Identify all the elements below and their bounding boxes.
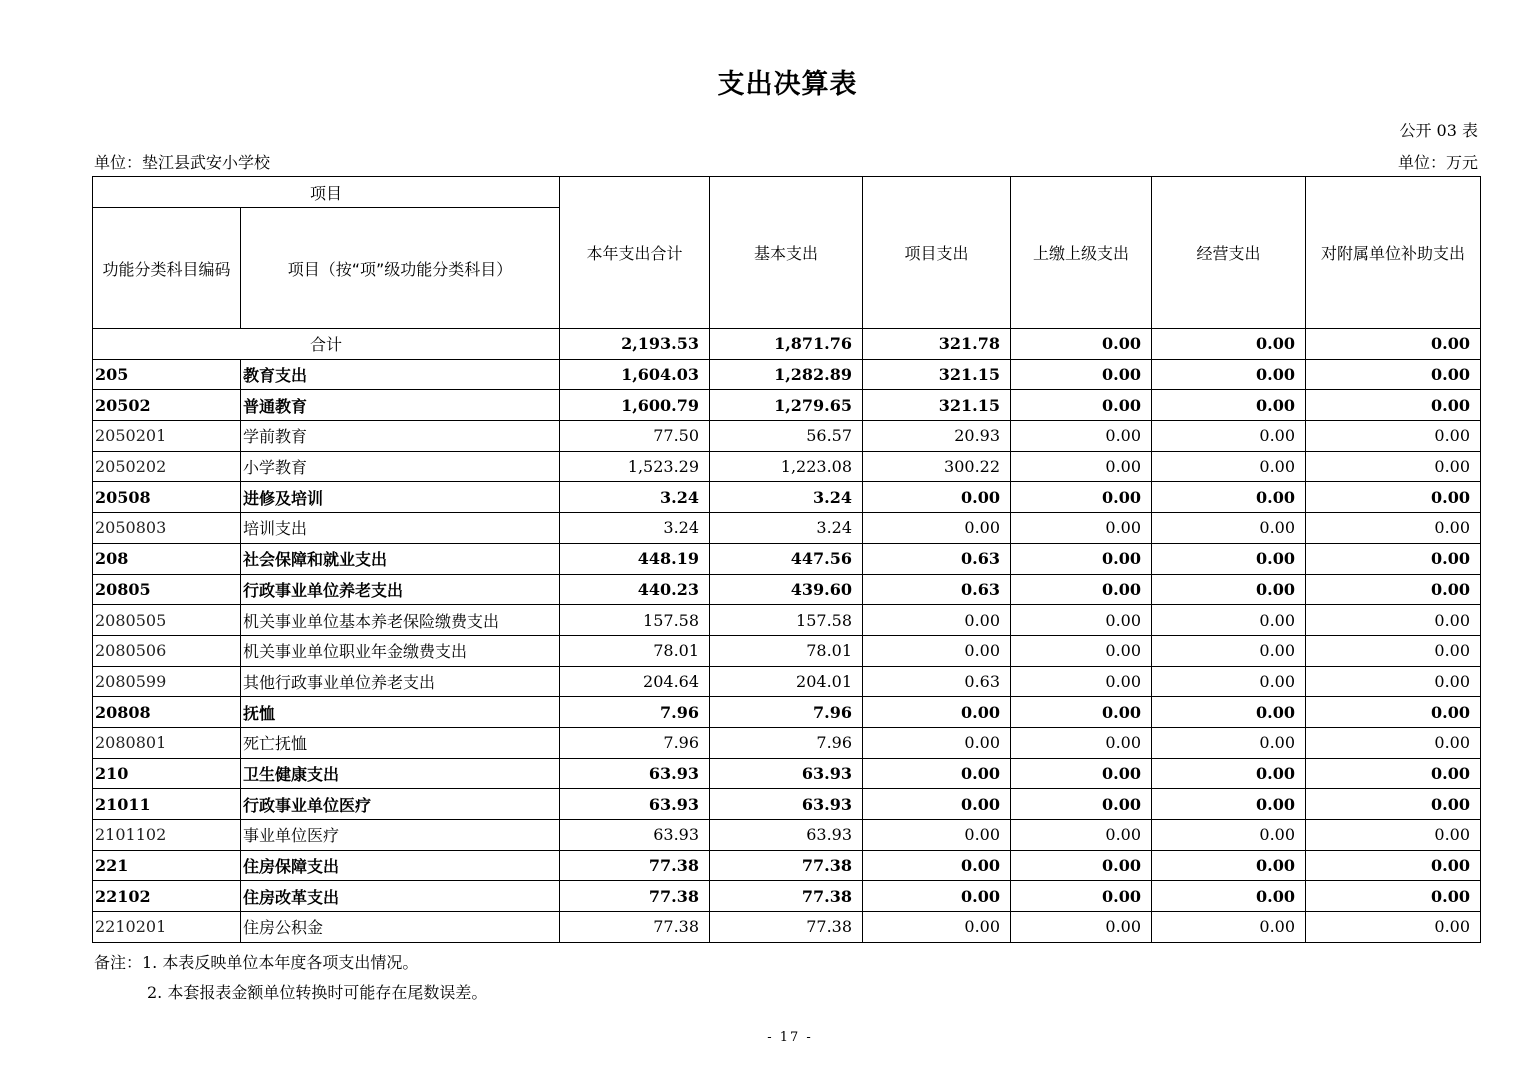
row-name: 机关事业单位基本养老保险缴费支出	[241, 605, 560, 636]
row-upper: 0.00	[1011, 390, 1152, 421]
row-upper: 0.00	[1011, 881, 1152, 912]
row-business: 0.00	[1152, 421, 1306, 452]
total-upper: 0.00	[1011, 329, 1152, 360]
row-business: 0.00	[1152, 666, 1306, 697]
row-business: 0.00	[1152, 390, 1306, 421]
row-project: 0.63	[863, 543, 1011, 574]
row-upper: 0.00	[1011, 543, 1152, 574]
row-subsidy: 0.00	[1306, 421, 1481, 452]
row-name: 住房公积金	[241, 912, 560, 943]
row-basic: 157.58	[710, 605, 863, 636]
row-business: 0.00	[1152, 912, 1306, 943]
table-row	[93, 513, 1481, 544]
row-code: 2080506	[93, 635, 241, 666]
row-name: 行政事业单位养老支出	[241, 574, 560, 605]
row-code: 2210201	[93, 912, 241, 943]
row-code: 20805	[93, 574, 241, 605]
row-upper: 0.00	[1011, 635, 1152, 666]
row-business: 0.00	[1152, 482, 1306, 513]
table-row	[93, 850, 1481, 881]
row-upper: 0.00	[1011, 666, 1152, 697]
row-code: 20502	[93, 390, 241, 421]
row-subsidy: 0.00	[1306, 390, 1481, 421]
row-subsidy: 0.00	[1306, 881, 1481, 912]
header-project: 项目支出	[863, 177, 1011, 329]
row-basic: 1,223.08	[710, 451, 863, 482]
row-name: 住房改革支出	[241, 881, 560, 912]
row-basic: 63.93	[710, 758, 863, 789]
row-project: 0.00	[863, 912, 1011, 943]
row-basic: 77.38	[710, 912, 863, 943]
page-title: 支出决算表	[717, 69, 858, 100]
row-project: 0.00	[863, 605, 1011, 636]
row-code: 210	[93, 758, 241, 789]
row-name: 教育支出	[241, 359, 560, 390]
row-business: 0.00	[1152, 574, 1306, 605]
row-basic: 7.96	[710, 697, 863, 728]
row-basic: 77.38	[710, 881, 863, 912]
table-row	[93, 881, 1481, 912]
row-subsidy: 0.00	[1306, 451, 1481, 482]
table-row	[93, 605, 1481, 636]
row-upper: 0.00	[1011, 421, 1152, 452]
row-project: 321.15	[863, 359, 1011, 390]
row-code: 2080801	[93, 727, 241, 758]
row-project: 20.93	[863, 421, 1011, 452]
row-name: 普通教育	[241, 390, 560, 421]
row-name: 行政事业单位医疗	[241, 789, 560, 820]
row-upper: 0.00	[1011, 789, 1152, 820]
row-project: 0.00	[863, 513, 1011, 544]
row-project: 321.15	[863, 390, 1011, 421]
table-row	[93, 359, 1481, 390]
row-project: 0.00	[863, 881, 1011, 912]
total-subsidy: 0.00	[1306, 329, 1481, 360]
row-project: 0.00	[863, 727, 1011, 758]
row-subsidy: 0.00	[1306, 574, 1481, 605]
row-basic: 7.96	[710, 727, 863, 758]
header-total: 本年支出合计	[560, 177, 710, 329]
row-total: 1,523.29	[560, 451, 710, 482]
total-project: 321.78	[863, 329, 1011, 360]
row-project: 0.63	[863, 666, 1011, 697]
total-row	[93, 329, 1481, 360]
row-total: 204.64	[560, 666, 710, 697]
table-row	[93, 912, 1481, 943]
row-code: 21011	[93, 789, 241, 820]
row-upper: 0.00	[1011, 513, 1152, 544]
table-row	[93, 727, 1481, 758]
row-business: 0.00	[1152, 697, 1306, 728]
row-basic: 78.01	[710, 635, 863, 666]
header-name: 项目（按“项”级功能分类科目）	[241, 208, 560, 329]
row-business: 0.00	[1152, 820, 1306, 851]
row-subsidy: 0.00	[1306, 912, 1481, 943]
header-business: 经营支出	[1152, 177, 1306, 329]
row-upper: 0.00	[1011, 359, 1152, 390]
row-total: 3.24	[560, 513, 710, 544]
row-subsidy: 0.00	[1306, 359, 1481, 390]
row-business: 0.00	[1152, 850, 1306, 881]
row-business: 0.00	[1152, 451, 1306, 482]
row-basic: 3.24	[710, 482, 863, 513]
row-upper: 0.00	[1011, 451, 1152, 482]
row-basic: 63.93	[710, 789, 863, 820]
table-row	[93, 635, 1481, 666]
row-name: 进修及培训	[241, 482, 560, 513]
row-name: 学前教育	[241, 421, 560, 452]
header-upper: 上缴上级支出	[1011, 177, 1152, 329]
note-line-1: 备注：1. 本表反映单位本年度各项支出情况。	[94, 953, 419, 972]
row-total: 3.24	[560, 482, 710, 513]
row-upper: 0.00	[1011, 727, 1152, 758]
table-row	[93, 820, 1481, 851]
row-name: 死亡抚恤	[241, 727, 560, 758]
row-subsidy: 0.00	[1306, 820, 1481, 851]
row-name: 机关事业单位职业年金缴费支出	[241, 635, 560, 666]
header-project-group: 项目	[93, 177, 560, 208]
row-code: 2080599	[93, 666, 241, 697]
header-basic: 基本支出	[710, 177, 863, 329]
row-business: 0.00	[1152, 881, 1306, 912]
table-row	[93, 390, 1481, 421]
row-basic: 447.56	[710, 543, 863, 574]
row-name: 抚恤	[241, 697, 560, 728]
total-business: 0.00	[1152, 329, 1306, 360]
row-total: 77.38	[560, 912, 710, 943]
row-total: 448.19	[560, 543, 710, 574]
row-subsidy: 0.00	[1306, 635, 1481, 666]
row-code: 20808	[93, 697, 241, 728]
row-basic: 204.01	[710, 666, 863, 697]
row-upper: 0.00	[1011, 482, 1152, 513]
total-label: 合计	[93, 329, 560, 360]
row-upper: 0.00	[1011, 758, 1152, 789]
row-name: 其他行政事业单位养老支出	[241, 666, 560, 697]
row-upper: 0.00	[1011, 820, 1152, 851]
row-code: 221	[93, 850, 241, 881]
row-business: 0.00	[1152, 758, 1306, 789]
table-row	[93, 451, 1481, 482]
row-subsidy: 0.00	[1306, 605, 1481, 636]
row-business: 0.00	[1152, 543, 1306, 574]
row-total: 63.93	[560, 820, 710, 851]
row-total: 77.50	[560, 421, 710, 452]
row-subsidy: 0.00	[1306, 789, 1481, 820]
row-code: 208	[93, 543, 241, 574]
row-name: 小学教育	[241, 451, 560, 482]
row-name: 卫生健康支出	[241, 758, 560, 789]
row-basic: 77.38	[710, 850, 863, 881]
row-subsidy: 0.00	[1306, 850, 1481, 881]
table-row	[93, 789, 1481, 820]
row-code: 205	[93, 359, 241, 390]
row-basic: 1,282.89	[710, 359, 863, 390]
row-project: 0.00	[863, 789, 1011, 820]
table-row	[93, 421, 1481, 452]
row-project: 0.00	[863, 635, 1011, 666]
row-code: 22102	[93, 881, 241, 912]
row-total: 77.38	[560, 881, 710, 912]
row-subsidy: 0.00	[1306, 482, 1481, 513]
table-row	[93, 574, 1481, 605]
row-total: 157.58	[560, 605, 710, 636]
row-code: 2050201	[93, 421, 241, 452]
header-code: 功能分类科目编码	[93, 208, 241, 329]
row-subsidy: 0.00	[1306, 513, 1481, 544]
row-subsidy: 0.00	[1306, 697, 1481, 728]
row-total: 7.96	[560, 727, 710, 758]
row-total: 78.01	[560, 635, 710, 666]
row-project: 0.00	[863, 850, 1011, 881]
row-business: 0.00	[1152, 513, 1306, 544]
table-row	[93, 697, 1481, 728]
row-business: 0.00	[1152, 789, 1306, 820]
row-total: 1,600.79	[560, 390, 710, 421]
row-subsidy: 0.00	[1306, 543, 1481, 574]
row-total: 63.93	[560, 789, 710, 820]
row-project: 0.00	[863, 820, 1011, 851]
row-upper: 0.00	[1011, 605, 1152, 636]
row-basic: 1,279.65	[710, 390, 863, 421]
row-name: 事业单位医疗	[241, 820, 560, 851]
row-code: 20508	[93, 482, 241, 513]
row-upper: 0.00	[1011, 912, 1152, 943]
page-number: - 17 -	[767, 1030, 813, 1045]
row-code: 2050803	[93, 513, 241, 544]
notes	[94, 948, 487, 1008]
row-total: 77.38	[560, 850, 710, 881]
expenditure-table	[92, 176, 1481, 943]
table-row	[93, 666, 1481, 697]
row-subsidy: 0.00	[1306, 727, 1481, 758]
row-project: 0.00	[863, 482, 1011, 513]
row-upper: 0.00	[1011, 850, 1152, 881]
row-basic: 439.60	[710, 574, 863, 605]
row-total: 1,604.03	[560, 359, 710, 390]
header-subsidy: 对附属单位补助支出	[1306, 177, 1481, 329]
row-business: 0.00	[1152, 359, 1306, 390]
row-upper: 0.00	[1011, 697, 1152, 728]
form-number: 公开 03 表	[1399, 121, 1478, 140]
organization-unit: 单位：垫江县武安小学校	[94, 153, 271, 172]
row-business: 0.00	[1152, 605, 1306, 636]
row-upper: 0.00	[1011, 574, 1152, 605]
row-name: 培训支出	[241, 513, 560, 544]
note-line-2: 2. 本套报表金额单位转换时可能存在尾数误差。	[147, 983, 488, 1002]
currency-unit: 单位：万元	[1397, 153, 1478, 172]
row-project: 0.63	[863, 574, 1011, 605]
row-total: 63.93	[560, 758, 710, 789]
row-project: 300.22	[863, 451, 1011, 482]
row-business: 0.00	[1152, 727, 1306, 758]
row-code: 2050202	[93, 451, 241, 482]
row-subsidy: 0.00	[1306, 666, 1481, 697]
row-total: 7.96	[560, 697, 710, 728]
total-sum: 2,193.53	[560, 329, 710, 360]
table-row	[93, 482, 1481, 513]
table-row	[93, 543, 1481, 574]
row-subsidy: 0.00	[1306, 758, 1481, 789]
row-basic: 56.57	[710, 421, 863, 452]
row-basic: 3.24	[710, 513, 863, 544]
total-basic: 1,871.76	[710, 329, 863, 360]
row-business: 0.00	[1152, 635, 1306, 666]
table-row	[93, 758, 1481, 789]
row-code: 2080505	[93, 605, 241, 636]
row-name: 社会保障和就业支出	[241, 543, 560, 574]
row-basic: 63.93	[710, 820, 863, 851]
row-total: 440.23	[560, 574, 710, 605]
row-code: 2101102	[93, 820, 241, 851]
row-project: 0.00	[863, 758, 1011, 789]
row-project: 0.00	[863, 697, 1011, 728]
row-name: 住房保障支出	[241, 850, 560, 881]
